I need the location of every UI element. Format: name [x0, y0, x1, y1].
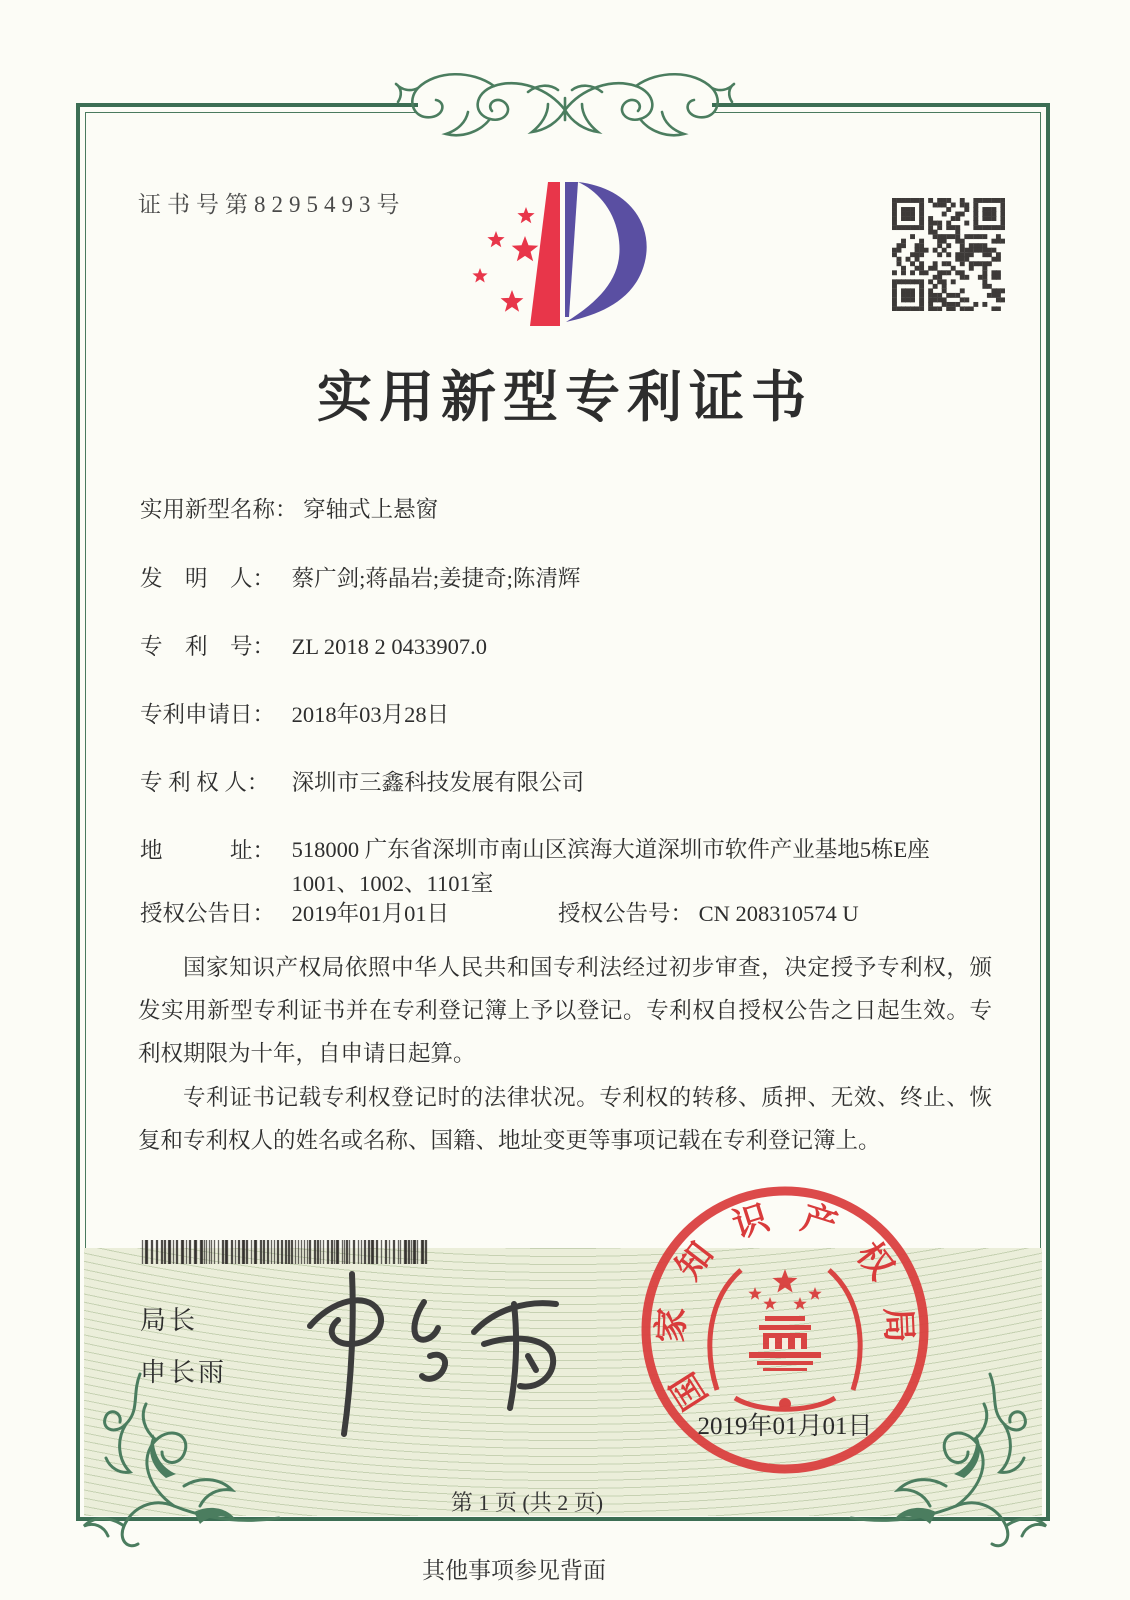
svg-text:局: 局 [878, 1306, 919, 1344]
legal-paragraph-2: 专利证书记载专利权登记时的法律状况。专利权的转移、质押、无效、终止、恢复和专利权人的姓名或名称、国籍、地址变更等事项记载在专利登记簿上。 [138, 1084, 992, 1153]
qr-code [892, 198, 1005, 311]
field-value: 2018年03月28日 [291, 702, 450, 727]
field-label: 专 利 权 人： [140, 770, 270, 795]
handwritten-signature-icon [288, 1248, 578, 1444]
field-grant-number [558, 896, 859, 928]
field-label: 授权公告号： [558, 901, 694, 926]
field-value: 深圳市三鑫科技发展有限公司 [291, 770, 585, 795]
official-seal [637, 1182, 933, 1478]
svg-text:知: 知 [668, 1235, 722, 1287]
svg-text:识: 识 [728, 1197, 774, 1246]
svg-text:家: 家 [651, 1306, 692, 1344]
back-side-note: 其他事项参见背面 [422, 1558, 606, 1583]
top-dragon-ornament-icon [388, 62, 742, 146]
field-label: 专利申请日： [140, 702, 276, 727]
svg-text:产: 产 [796, 1197, 842, 1246]
seal-date: 2019年01月01日 [697, 1413, 873, 1440]
field-patent-number [140, 629, 487, 661]
field-grant-date [140, 896, 449, 928]
legal-paragraph-1: 国家知识产权局依照中华人民共和国专利法经过初步审查，决定授予专利权，颁发实用新型专利证书并在专利登记簿上予以登记。专利权自授权公告之日起生效。专利权期限为十年，自申请日起算。 [138, 955, 992, 1067]
field-inventors [140, 561, 580, 593]
field-value: ZL 2018 2 0433907.0 [291, 634, 488, 659]
field-filing-date [140, 697, 449, 729]
field-label: 发 明 人： [140, 566, 276, 591]
national-emblem-icon [710, 1269, 860, 1410]
field-patentee [140, 765, 584, 797]
page-number: 第 1 页 (共 2 页) [450, 1490, 604, 1515]
field-label: 实用新型名称： [140, 497, 298, 522]
field-value: 2019年01月01日 [291, 901, 450, 926]
bottom-left-corner-ornament-icon [74, 1366, 284, 1562]
field-value: 穿轴式上悬窗 [303, 497, 439, 522]
field-value: 蔡广剑;蒋晶岩;姜捷奇;陈清辉 [291, 566, 581, 591]
legal-text-block [138, 946, 992, 1162]
certificate-title: 实用新型专利证书 [316, 367, 813, 428]
svg-text:国: 国 [663, 1365, 716, 1417]
director-title: 局长 [140, 1305, 199, 1335]
svg-text:权: 权 [848, 1235, 902, 1287]
director-name: 申长雨 [140, 1357, 228, 1387]
field-label: 授权公告日： [140, 901, 276, 926]
cnipa-patent-logo-icon [468, 174, 672, 332]
field-utility-model-name [140, 492, 438, 524]
field-address [140, 833, 1000, 901]
field-label: 专 利 号： [140, 634, 276, 659]
field-label: 地 址： [140, 838, 276, 863]
field-value: CN 208310574 U [698, 901, 859, 926]
certificate-number: 证书号第8295493号 [138, 192, 406, 217]
field-value: 518000 广东省深圳市南山区滨海大道深圳市软件产业基地5栋E座1001、1002、1101室 [291, 837, 930, 896]
